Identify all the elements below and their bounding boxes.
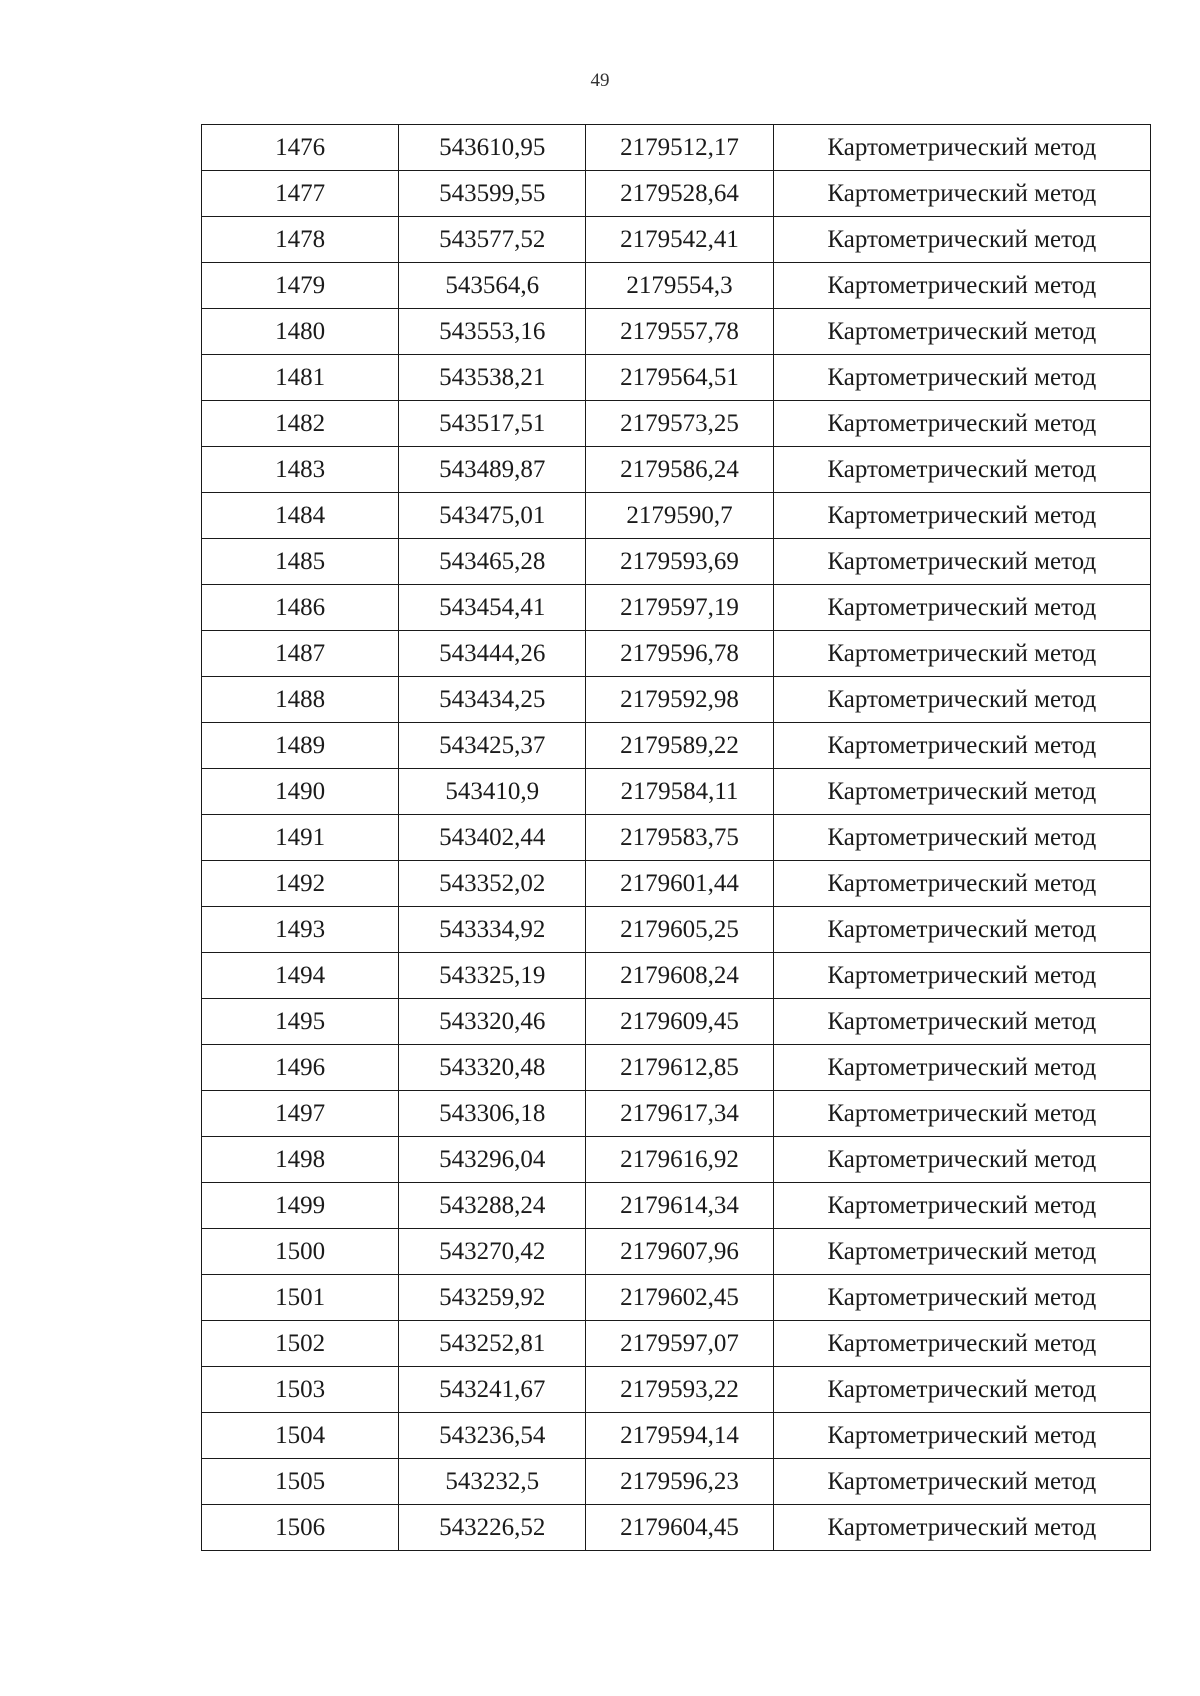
table-row (202, 585, 1151, 631)
table-row (202, 1091, 1151, 1137)
point-number-cell: 1494 (202, 953, 399, 999)
y-coordinate-cell: 2179597,19 (586, 585, 773, 631)
method-cell: Картометрический метод (773, 1505, 1150, 1551)
point-number-cell: 1505 (202, 1459, 399, 1505)
table-row (202, 999, 1151, 1045)
method-cell: Картометрический метод (773, 447, 1150, 493)
method-cell: Картометрический метод (773, 1137, 1150, 1183)
method-cell: Картометрический метод (773, 1183, 1150, 1229)
method-cell: Картометрический метод (773, 631, 1150, 677)
table-row (202, 907, 1151, 953)
y-coordinate-cell: 2179586,24 (586, 447, 773, 493)
point-number-cell: 1478 (202, 217, 399, 263)
table-row (202, 217, 1151, 263)
method-cell: Картометрический метод (773, 585, 1150, 631)
y-coordinate-cell: 2179602,45 (586, 1275, 773, 1321)
method-cell: Картометрический метод (773, 1275, 1150, 1321)
y-coordinate-cell: 2179593,22 (586, 1367, 773, 1413)
table-row (202, 677, 1151, 723)
y-coordinate-cell: 2179542,41 (586, 217, 773, 263)
table-row (202, 1413, 1151, 1459)
point-number-cell: 1506 (202, 1505, 399, 1551)
point-number-cell: 1490 (202, 769, 399, 815)
y-coordinate-cell: 2179605,25 (586, 907, 773, 953)
method-cell: Картометрический метод (773, 677, 1150, 723)
x-coordinate-cell: 543410,9 (399, 769, 586, 815)
method-cell: Картометрический метод (773, 907, 1150, 953)
x-coordinate-cell: 543288,24 (399, 1183, 586, 1229)
table-row (202, 1459, 1151, 1505)
point-number-cell: 1497 (202, 1091, 399, 1137)
y-coordinate-cell: 2179609,45 (586, 999, 773, 1045)
method-cell: Картометрический метод (773, 999, 1150, 1045)
y-coordinate-cell: 2179607,96 (586, 1229, 773, 1275)
table-row (202, 1321, 1151, 1367)
x-coordinate-cell: 543599,55 (399, 171, 586, 217)
point-number-cell: 1502 (202, 1321, 399, 1367)
x-coordinate-cell: 543553,16 (399, 309, 586, 355)
x-coordinate-cell: 543252,81 (399, 1321, 586, 1367)
method-cell: Картометрический метод (773, 815, 1150, 861)
point-number-cell: 1477 (202, 171, 399, 217)
point-number-cell: 1487 (202, 631, 399, 677)
method-cell: Картометрический метод (773, 861, 1150, 907)
table-row (202, 309, 1151, 355)
x-coordinate-cell: 543226,52 (399, 1505, 586, 1551)
table-row (202, 953, 1151, 999)
x-coordinate-cell: 543259,92 (399, 1275, 586, 1321)
point-number-cell: 1503 (202, 1367, 399, 1413)
y-coordinate-cell: 2179592,98 (586, 677, 773, 723)
y-coordinate-cell: 2179554,3 (586, 263, 773, 309)
y-coordinate-cell: 2179594,14 (586, 1413, 773, 1459)
y-coordinate-cell: 2179608,24 (586, 953, 773, 999)
y-coordinate-cell: 2179614,34 (586, 1183, 773, 1229)
table-row (202, 1183, 1151, 1229)
table-row (202, 263, 1151, 309)
point-number-cell: 1495 (202, 999, 399, 1045)
point-number-cell: 1486 (202, 585, 399, 631)
point-number-cell: 1476 (202, 125, 399, 171)
x-coordinate-cell: 543517,51 (399, 401, 586, 447)
coordinates-table-body (202, 125, 1151, 1551)
point-number-cell: 1501 (202, 1275, 399, 1321)
table-row (202, 493, 1151, 539)
method-cell: Картометрический метод (773, 171, 1150, 217)
x-coordinate-cell: 543465,28 (399, 539, 586, 585)
point-number-cell: 1480 (202, 309, 399, 355)
point-number-cell: 1481 (202, 355, 399, 401)
y-coordinate-cell: 2179612,85 (586, 1045, 773, 1091)
x-coordinate-cell: 543454,41 (399, 585, 586, 631)
point-number-cell: 1493 (202, 907, 399, 953)
y-coordinate-cell: 2179590,7 (586, 493, 773, 539)
point-number-cell: 1500 (202, 1229, 399, 1275)
y-coordinate-cell: 2179573,25 (586, 401, 773, 447)
table-row (202, 1275, 1151, 1321)
y-coordinate-cell: 2179604,45 (586, 1505, 773, 1551)
x-coordinate-cell: 543538,21 (399, 355, 586, 401)
point-number-cell: 1484 (202, 493, 399, 539)
y-coordinate-cell: 2179583,75 (586, 815, 773, 861)
x-coordinate-cell: 543270,42 (399, 1229, 586, 1275)
point-number-cell: 1499 (202, 1183, 399, 1229)
x-coordinate-cell: 543325,19 (399, 953, 586, 999)
method-cell: Картометрический метод (773, 263, 1150, 309)
point-number-cell: 1496 (202, 1045, 399, 1091)
x-coordinate-cell: 543434,25 (399, 677, 586, 723)
method-cell: Картометрический метод (773, 309, 1150, 355)
y-coordinate-cell: 2179589,22 (586, 723, 773, 769)
coordinates-table (201, 124, 1151, 1551)
table-row (202, 1505, 1151, 1551)
x-coordinate-cell: 543610,95 (399, 125, 586, 171)
y-coordinate-cell: 2179564,51 (586, 355, 773, 401)
table-row (202, 631, 1151, 677)
y-coordinate-cell: 2179601,44 (586, 861, 773, 907)
x-coordinate-cell: 543320,46 (399, 999, 586, 1045)
y-coordinate-cell: 2179512,17 (586, 125, 773, 171)
table-row (202, 769, 1151, 815)
y-coordinate-cell: 2179584,11 (586, 769, 773, 815)
method-cell: Картометрический метод (773, 1091, 1150, 1137)
table-row (202, 125, 1151, 171)
y-coordinate-cell: 2179557,78 (586, 309, 773, 355)
point-number-cell: 1492 (202, 861, 399, 907)
y-coordinate-cell: 2179593,69 (586, 539, 773, 585)
x-coordinate-cell: 543402,44 (399, 815, 586, 861)
x-coordinate-cell: 543320,48 (399, 1045, 586, 1091)
page-number: 49 (590, 70, 610, 91)
table-row (202, 723, 1151, 769)
method-cell: Картометрический метод (773, 1321, 1150, 1367)
y-coordinate-cell: 2179616,92 (586, 1137, 773, 1183)
x-coordinate-cell: 543296,04 (399, 1137, 586, 1183)
method-cell: Картометрический метод (773, 1045, 1150, 1091)
point-number-cell: 1482 (202, 401, 399, 447)
table-row (202, 1229, 1151, 1275)
x-coordinate-cell: 543425,37 (399, 723, 586, 769)
point-number-cell: 1498 (202, 1137, 399, 1183)
table-row (202, 447, 1151, 493)
method-cell: Картометрический метод (773, 953, 1150, 999)
point-number-cell: 1489 (202, 723, 399, 769)
method-cell: Картометрический метод (773, 125, 1150, 171)
table-row (202, 1137, 1151, 1183)
x-coordinate-cell: 543352,02 (399, 861, 586, 907)
point-number-cell: 1491 (202, 815, 399, 861)
point-number-cell: 1479 (202, 263, 399, 309)
x-coordinate-cell: 543236,54 (399, 1413, 586, 1459)
method-cell: Картометрический метод (773, 217, 1150, 263)
method-cell: Картометрический метод (773, 493, 1150, 539)
method-cell: Картометрический метод (773, 1459, 1150, 1505)
table-row (202, 171, 1151, 217)
x-coordinate-cell: 543334,92 (399, 907, 586, 953)
method-cell: Картометрический метод (773, 769, 1150, 815)
point-number-cell: 1504 (202, 1413, 399, 1459)
x-coordinate-cell: 543306,18 (399, 1091, 586, 1137)
x-coordinate-cell: 543241,67 (399, 1367, 586, 1413)
y-coordinate-cell: 2179597,07 (586, 1321, 773, 1367)
y-coordinate-cell: 2179596,78 (586, 631, 773, 677)
x-coordinate-cell: 543475,01 (399, 493, 586, 539)
point-number-cell: 1488 (202, 677, 399, 723)
point-number-cell: 1483 (202, 447, 399, 493)
table-row (202, 1045, 1151, 1091)
x-coordinate-cell: 543489,87 (399, 447, 586, 493)
table-row (202, 401, 1151, 447)
method-cell: Картометрический метод (773, 1367, 1150, 1413)
method-cell: Картометрический метод (773, 1229, 1150, 1275)
table-row (202, 815, 1151, 861)
x-coordinate-cell: 543577,52 (399, 217, 586, 263)
y-coordinate-cell: 2179617,34 (586, 1091, 773, 1137)
x-coordinate-cell: 543232,5 (399, 1459, 586, 1505)
table-row (202, 355, 1151, 401)
method-cell: Картометрический метод (773, 723, 1150, 769)
y-coordinate-cell: 2179528,64 (586, 171, 773, 217)
x-coordinate-cell: 543564,6 (399, 263, 586, 309)
method-cell: Картометрический метод (773, 401, 1150, 447)
x-coordinate-cell: 543444,26 (399, 631, 586, 677)
table-row (202, 539, 1151, 585)
table-row (202, 1367, 1151, 1413)
method-cell: Картометрический метод (773, 539, 1150, 585)
method-cell: Картометрический метод (773, 355, 1150, 401)
method-cell: Картометрический метод (773, 1413, 1150, 1459)
y-coordinate-cell: 2179596,23 (586, 1459, 773, 1505)
table-row (202, 861, 1151, 907)
point-number-cell: 1485 (202, 539, 399, 585)
